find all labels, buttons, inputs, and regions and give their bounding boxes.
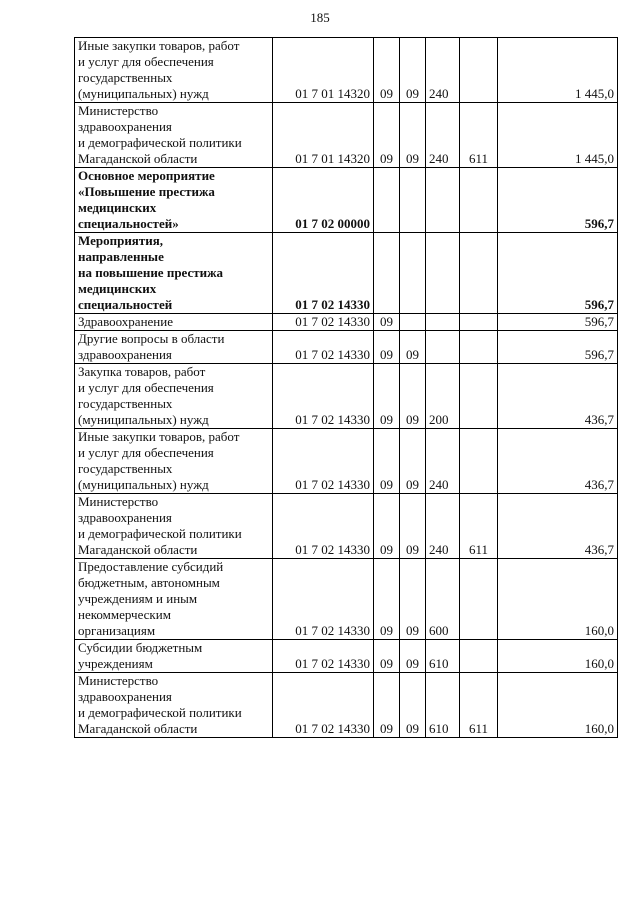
subsection-code: 09 — [400, 38, 426, 103]
row-name-line: и услуг для обеспечения — [78, 54, 214, 69]
amount: 436,7 — [498, 494, 618, 559]
target-code: 01 7 02 14330 — [273, 364, 374, 429]
administrator-code — [460, 38, 498, 103]
target-code: 01 7 02 14330 — [273, 559, 374, 640]
section-code — [374, 233, 400, 314]
amount: 436,7 — [498, 364, 618, 429]
row-name — [75, 364, 273, 429]
row-name-line: (муниципальных) нужд — [78, 412, 209, 427]
row-name-line: медицинских — [78, 281, 157, 296]
row-name — [75, 673, 273, 738]
administrator-code — [460, 559, 498, 640]
row-name-line: и демографической политики — [78, 135, 242, 150]
subsection-code — [400, 168, 426, 233]
table-row — [75, 331, 618, 364]
row-name-line: Основное мероприятие — [78, 168, 215, 183]
row-name-line: здравоохранения — [78, 119, 172, 134]
subsection-code: 09 — [400, 494, 426, 559]
row-name-line: Министерство — [78, 673, 159, 688]
subsection-code: 09 — [400, 364, 426, 429]
row-name-line: Иные закупки товаров, работ — [78, 38, 240, 53]
row-name-line: Магаданской области — [78, 721, 198, 736]
subsection-code: 09 — [400, 559, 426, 640]
row-name-line: направленные — [78, 249, 164, 264]
row-name-line: государственных — [78, 396, 173, 411]
target-code: 01 7 01 14320 — [273, 38, 374, 103]
table-row — [75, 429, 618, 494]
row-name-line: (муниципальных) нужд — [78, 86, 209, 101]
subsection-code: 09 — [400, 331, 426, 364]
row-name — [75, 559, 273, 640]
subsection-code: 09 — [400, 673, 426, 738]
subsection-code: 09 — [400, 103, 426, 168]
row-name-line: Магаданской области — [78, 542, 198, 557]
row-name-line: специальностей» — [78, 216, 179, 231]
amount: 1 445,0 — [498, 103, 618, 168]
row-name — [75, 494, 273, 559]
expense-type-code — [426, 331, 460, 364]
row-name-line: организациям — [78, 623, 156, 638]
row-name-line: Министерство — [78, 103, 159, 118]
target-code: 01 7 02 14330 — [273, 314, 374, 331]
budget-table — [74, 37, 618, 738]
row-name — [75, 38, 273, 103]
row-name-line: здравоохранения — [78, 510, 172, 525]
row-name — [75, 331, 273, 364]
table-row — [75, 494, 618, 559]
administrator-code — [460, 640, 498, 673]
row-name-line: Субсидии бюджетным — [78, 640, 203, 655]
administrator-code: 611 — [460, 494, 498, 559]
amount: 160,0 — [498, 559, 618, 640]
row-name — [75, 168, 273, 233]
row-name-line: учреждениям — [78, 656, 153, 671]
expense-type-code: 610 — [426, 640, 460, 673]
row-name-line: Здравоохранение — [78, 314, 173, 329]
row-name-line: здравоохранения — [78, 689, 172, 704]
row-name — [75, 233, 273, 314]
target-code: 01 7 02 14330 — [273, 429, 374, 494]
row-name — [75, 640, 273, 673]
expense-type-code — [426, 233, 460, 314]
section-code: 09 — [374, 640, 400, 673]
administrator-code — [460, 429, 498, 494]
row-name-line: Магаданской области — [78, 151, 198, 166]
table-row — [75, 103, 618, 168]
expense-type-code: 240 — [426, 429, 460, 494]
administrator-code — [460, 168, 498, 233]
row-name-line: и демографической политики — [78, 705, 242, 720]
section-code: 09 — [374, 559, 400, 640]
section-code: 09 — [374, 314, 400, 331]
row-name-line: медицинских — [78, 200, 157, 215]
subsection-code — [400, 314, 426, 331]
row-name-line: «Повышение престижа — [78, 184, 215, 199]
row-name-line: бюджетным, автономным — [78, 575, 220, 590]
row-name-line: на повышение престижа — [78, 265, 224, 280]
administrator-code — [460, 331, 498, 364]
row-name-line: государственных — [78, 70, 173, 85]
row-name-line: Предоставление субсидий — [78, 559, 224, 574]
subsection-code: 09 — [400, 640, 426, 673]
expense-type-code: 200 — [426, 364, 460, 429]
table-row — [75, 364, 618, 429]
target-code: 01 7 02 14330 — [273, 331, 374, 364]
administrator-code: 611 — [460, 103, 498, 168]
expense-type-code — [426, 168, 460, 233]
row-name-line: и услуг для обеспечения — [78, 445, 214, 460]
expense-type-code: 610 — [426, 673, 460, 738]
section-code: 09 — [374, 364, 400, 429]
amount: 596,7 — [498, 331, 618, 364]
section-code: 09 — [374, 429, 400, 494]
target-code: 01 7 02 14330 — [273, 640, 374, 673]
row-name-line: специальностей — [78, 297, 173, 312]
row-name-line: Закупка товаров, работ — [78, 364, 206, 379]
expense-type-code: 600 — [426, 559, 460, 640]
subsection-code — [400, 233, 426, 314]
table-row — [75, 640, 618, 673]
amount: 596,7 — [498, 168, 618, 233]
target-code: 01 7 02 14330 — [273, 673, 374, 738]
section-code: 09 — [374, 38, 400, 103]
row-name-line: и услуг для обеспечения — [78, 380, 214, 395]
table-row — [75, 233, 618, 314]
row-name-line: Министерство — [78, 494, 159, 509]
administrator-code — [460, 364, 498, 429]
target-code: 01 7 02 14330 — [273, 233, 374, 314]
row-name-line: государственных — [78, 461, 173, 476]
table-row — [75, 168, 618, 233]
target-code: 01 7 01 14320 — [273, 103, 374, 168]
expense-type-code — [426, 314, 460, 331]
expense-type-code: 240 — [426, 494, 460, 559]
row-name — [75, 429, 273, 494]
target-code: 01 7 02 00000 — [273, 168, 374, 233]
amount: 596,7 — [498, 314, 618, 331]
row-name — [75, 103, 273, 168]
expense-type-code: 240 — [426, 38, 460, 103]
administrator-code — [460, 314, 498, 331]
expense-type-code: 240 — [426, 103, 460, 168]
amount: 436,7 — [498, 429, 618, 494]
row-name-line: Другие вопросы в области — [78, 331, 225, 346]
administrator-code: 611 — [460, 673, 498, 738]
row-name-line: и демографической политики — [78, 526, 242, 541]
row-name-line: (муниципальных) нужд — [78, 477, 209, 492]
table-body — [75, 38, 618, 738]
subsection-code: 09 — [400, 429, 426, 494]
table-row — [75, 38, 618, 103]
table-row — [75, 559, 618, 640]
row-name-line: учреждениям и иным — [78, 591, 198, 606]
section-code: 09 — [374, 673, 400, 738]
section-code — [374, 168, 400, 233]
section-code: 09 — [374, 103, 400, 168]
page-number: 185 — [310, 10, 330, 25]
row-name-line: некоммерческим — [78, 607, 171, 622]
amount: 160,0 — [498, 673, 618, 738]
row-name-line: Иные закупки товаров, работ — [78, 429, 240, 444]
row-name-line: здравоохранения — [78, 347, 172, 362]
amount: 1 445,0 — [498, 38, 618, 103]
table-row — [75, 314, 618, 331]
administrator-code — [460, 233, 498, 314]
row-name — [75, 314, 273, 331]
row-name-line: Мероприятия, — [78, 233, 164, 248]
table-row — [75, 673, 618, 738]
amount: 160,0 — [498, 640, 618, 673]
section-code: 09 — [374, 331, 400, 364]
section-code: 09 — [374, 494, 400, 559]
amount: 596,7 — [498, 233, 618, 314]
target-code: 01 7 02 14330 — [273, 494, 374, 559]
